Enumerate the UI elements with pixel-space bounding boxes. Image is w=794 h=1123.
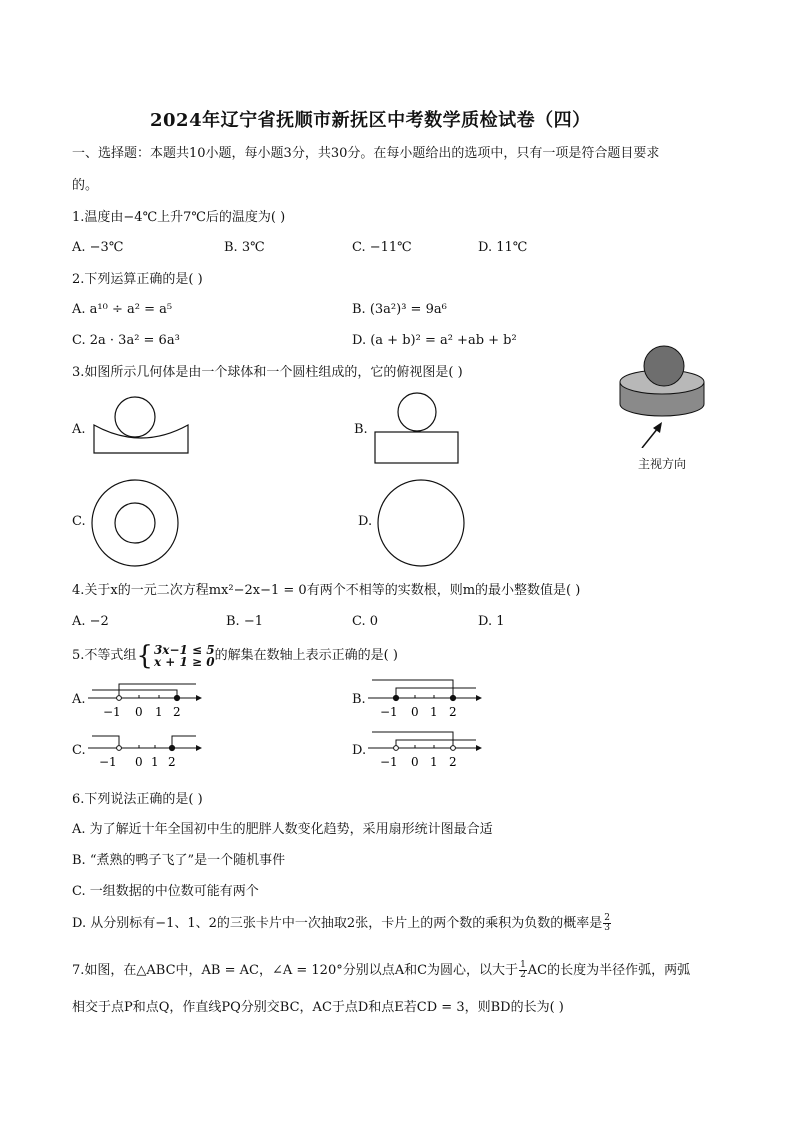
q7-line2: 相交于点P和点Q，作直线PQ分别交BC，AC于点D和点E若CD = 3，则BD的长为( ) <box>72 1000 564 1015</box>
tick-label: 1 <box>430 755 438 769</box>
q7-fraction-numerator: 1 <box>520 960 526 970</box>
q5-inequality-1: 3x−1 ≤ 5 <box>153 643 215 657</box>
q5-numberline-d <box>368 728 483 772</box>
q5-label-b: B. <box>352 692 366 707</box>
tick-label: 2 <box>449 705 457 719</box>
q5-stem-suffix: 的解集在数轴上表示正确的是( ) <box>214 648 398 663</box>
tick-label: −1 <box>99 755 117 769</box>
q3-option-c-figure <box>88 476 183 571</box>
tick-label: 2 <box>449 755 457 769</box>
q1-option-c: C. −11℃ <box>352 240 412 255</box>
q6-fraction-numerator: 2 <box>604 913 610 923</box>
q3-option-b-figure <box>370 390 465 466</box>
q2-option-a: A. a¹⁰ ÷ a² = a⁵ <box>72 302 173 317</box>
q5-label-d: D. <box>352 743 367 758</box>
q3-label-a: A. <box>72 422 86 437</box>
q1-option-b: B. 3℃ <box>224 240 265 255</box>
q7-fraction <box>519 961 527 980</box>
q6-option-d-text: D. 从分别标有−1、1、2的三张卡片中一次抽取2张，卡片上的两个数的乘积为负数的概率是 <box>72 915 603 931</box>
tick-label: −1 <box>103 705 121 719</box>
tick-label: 2 <box>173 705 181 719</box>
q3-label-c: C. <box>72 514 86 529</box>
q7-fraction-denominator: 2 <box>520 970 526 980</box>
q7-line1-text-a: 7.如图，在△ABC中，AB = AC，∠A = 120°分别以点A和C为圆心，以大于 <box>72 962 519 978</box>
q7-line1 <box>72 961 690 980</box>
q5-inequality-2: x + 1 ≥ 0 <box>153 655 215 669</box>
q6-stem: 6.下列说法正确的是( ) <box>72 792 203 807</box>
q6-option-d <box>72 914 612 933</box>
q5-stem <box>72 643 398 669</box>
q4-option-a: A. −2 <box>72 614 109 629</box>
q5-label-c: C. <box>72 743 86 758</box>
q4-option-b: B. −1 <box>226 614 263 629</box>
q5-numberline-a <box>88 676 203 720</box>
q4-option-c: C. 0 <box>352 614 379 629</box>
q5-numberline-c <box>88 728 203 772</box>
q2-option-d: D. (a + b)² = a² +ab + b² <box>352 333 517 348</box>
q3-stem: 3.如图所示几何体是由一个球体和一个圆柱组成的，它的俯视图是( ) <box>72 365 463 380</box>
q3-solid-figure <box>616 338 716 448</box>
view-direction-label: 主视方向 <box>638 457 687 471</box>
section-header-line2: 的。 <box>72 178 99 193</box>
tick-label: 1 <box>430 705 438 719</box>
q2-option-b: B. (3a²)³ = 9a⁶ <box>352 302 447 317</box>
tick-label: 2 <box>168 755 176 769</box>
q5-stem-prefix: 5.不等式组 <box>72 648 137 663</box>
q6-option-a: A. 为了解近十年全国初中生的肥胖人数变化趋势，采用扇形统计图最合适 <box>72 822 493 837</box>
tick-label: 0 <box>411 755 419 769</box>
q6-fraction <box>603 914 611 933</box>
q6-fraction-denominator: 3 <box>604 923 610 933</box>
q6-option-c: C. 一组数据的中位数可能有两个 <box>72 884 259 899</box>
tick-label: 0 <box>135 755 143 769</box>
q1-option-a: A. −3℃ <box>72 240 124 255</box>
q3-option-a-figure <box>88 395 198 457</box>
tick-label: −1 <box>380 755 398 769</box>
q4-stem: 4.关于x的一元二次方程mx²−2x−1 = 0有两个不相等的实数根，则m的最小整数值是( ) <box>72 583 581 598</box>
q7-line1-text-b: AC的长度为半径作弧，两弧 <box>527 962 691 978</box>
q3-label-b: B. <box>354 422 368 437</box>
tick-label: 1 <box>155 705 163 719</box>
q5-inequality-system <box>154 644 215 668</box>
tick-label: 1 <box>151 755 159 769</box>
q2-option-c: C. 2a · 3a² = 6a³ <box>72 333 180 348</box>
section-header-line1: 一、选择题：本题共10小题，每小题3分，共30分。在每小题给出的选项中，只有一项是符合题目要求 <box>72 146 660 161</box>
q3-option-d-figure <box>374 476 469 571</box>
q6-option-b: B. “煮熟的鸭子飞了”是一个随机事件 <box>72 853 286 868</box>
q2-stem: 2.下列运算正确的是( ) <box>72 272 203 287</box>
q5-label-a: A. <box>72 692 86 707</box>
page-title: 2024年辽宁省抚顺市新抚区中考数学质检试卷（四） <box>150 110 591 131</box>
q3-label-d: D. <box>358 514 373 529</box>
q5-numberline-b <box>368 676 483 720</box>
q5-brace: { <box>136 641 153 671</box>
tick-label: 0 <box>135 705 143 719</box>
tick-label: −1 <box>380 705 398 719</box>
q4-option-d: D. 1 <box>478 614 505 629</box>
q1-stem: 1.温度由−4℃上升7℃后的温度为( ) <box>72 210 286 225</box>
q1-option-d: D. 11℃ <box>478 240 528 255</box>
tick-label: 0 <box>411 705 419 719</box>
